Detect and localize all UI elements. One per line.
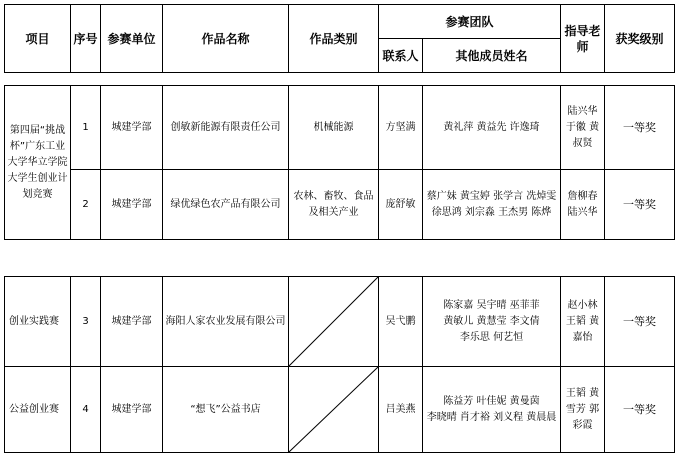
project-cell: 公益创业赛 bbox=[5, 367, 71, 453]
unit-cell: 城建学部 bbox=[101, 86, 163, 170]
header-unit: 参赛单位 bbox=[101, 5, 163, 73]
contact-cell: 方坚满 bbox=[379, 86, 423, 170]
header-work-name: 作品名称 bbox=[163, 5, 289, 73]
award-cell: 一等奖 bbox=[605, 277, 675, 367]
seq-cell: 2 bbox=[71, 170, 101, 240]
table-row bbox=[5, 277, 675, 367]
work-name-cell: 创敏新能源有限责任公司 bbox=[163, 86, 289, 170]
contact-cell: 吕美燕 bbox=[379, 367, 423, 453]
header-award: 获奖级别 bbox=[605, 5, 675, 73]
table-row bbox=[5, 170, 675, 240]
header-project: 项目 bbox=[5, 5, 71, 73]
others-cell bbox=[423, 367, 561, 453]
advisor-cell: 詹柳春 陆兴华 bbox=[561, 170, 605, 240]
project-cell: 创业实践赛 bbox=[5, 277, 71, 367]
award-cell: 一等奖 bbox=[605, 86, 675, 170]
others-line: 陈家嘉 吴宇晴 巫菲菲 bbox=[443, 299, 540, 311]
work-name-cell: 海阳人家农业发展有限公司 bbox=[163, 277, 289, 367]
header-team: 参赛团队 bbox=[379, 5, 561, 39]
header-seq: 序号 bbox=[71, 5, 101, 73]
others-line: 黄敏儿 黄慧莹 李文倩 bbox=[443, 315, 540, 327]
contact-cell: 吴弋鹏 bbox=[379, 277, 423, 367]
others-cell: 蔡广妹 黄宝婷 张学言 冼焯雯 徐思鸿 刘宗淼 王杰男 陈烨 bbox=[423, 170, 561, 240]
header-others: 其他成员姓名 bbox=[423, 39, 561, 73]
header-advisor: 指导老师 bbox=[561, 5, 605, 73]
others-cell bbox=[423, 277, 561, 367]
award-table-lower bbox=[4, 276, 675, 453]
others-cell: 黄礼萍 黄益先 许逸琦 bbox=[423, 86, 561, 170]
others-line: 陈益芳 叶佳妮 黄曼茵 bbox=[443, 395, 540, 407]
award-table-upper bbox=[4, 4, 675, 240]
seq-cell: 1 bbox=[71, 86, 101, 170]
work-type-cell: 农林、畜牧、食品及相关产业 bbox=[289, 170, 379, 240]
work-name-cell: “想飞”公益书店 bbox=[163, 367, 289, 453]
seq-cell: 3 bbox=[71, 277, 101, 367]
work-type-cell-empty bbox=[289, 367, 379, 453]
work-name-cell: 绿优绿色农产品有限公司 bbox=[163, 170, 289, 240]
header-work-type: 作品类别 bbox=[289, 5, 379, 73]
unit-cell: 城建学部 bbox=[101, 367, 163, 453]
others-line: 李晓晴 肖才裕 刘义程 黄晨晨 bbox=[426, 411, 557, 423]
advisor-cell: 赵小林 王韬 黄嘉怡 bbox=[561, 277, 605, 367]
header-contact: 联系人 bbox=[379, 39, 423, 73]
table-row bbox=[5, 367, 675, 453]
work-type-cell: 机械能源 bbox=[289, 86, 379, 170]
unit-cell: 城建学部 bbox=[101, 170, 163, 240]
diagonal-slash bbox=[289, 277, 378, 366]
work-type-cell-empty bbox=[289, 277, 379, 367]
award-cell: 一等奖 bbox=[605, 170, 675, 240]
diagonal-slash bbox=[289, 367, 378, 452]
project-cell: 第四届“挑战杯”广东工业大学华立学院大学生创业计划竞赛 bbox=[5, 86, 71, 240]
award-cell: 一等奖 bbox=[605, 367, 675, 453]
advisor-cell: 陆兴华 于徽 黄叔贤 bbox=[561, 86, 605, 170]
unit-cell: 城建学部 bbox=[101, 277, 163, 367]
contact-cell: 庞舒敏 bbox=[379, 170, 423, 240]
others-line: 李乐思 何艺恒 bbox=[459, 331, 524, 343]
advisor-cell: 王韬 黄雪芳 郭彩霞 bbox=[561, 367, 605, 453]
seq-cell: 4 bbox=[71, 367, 101, 453]
table-row bbox=[5, 86, 675, 170]
